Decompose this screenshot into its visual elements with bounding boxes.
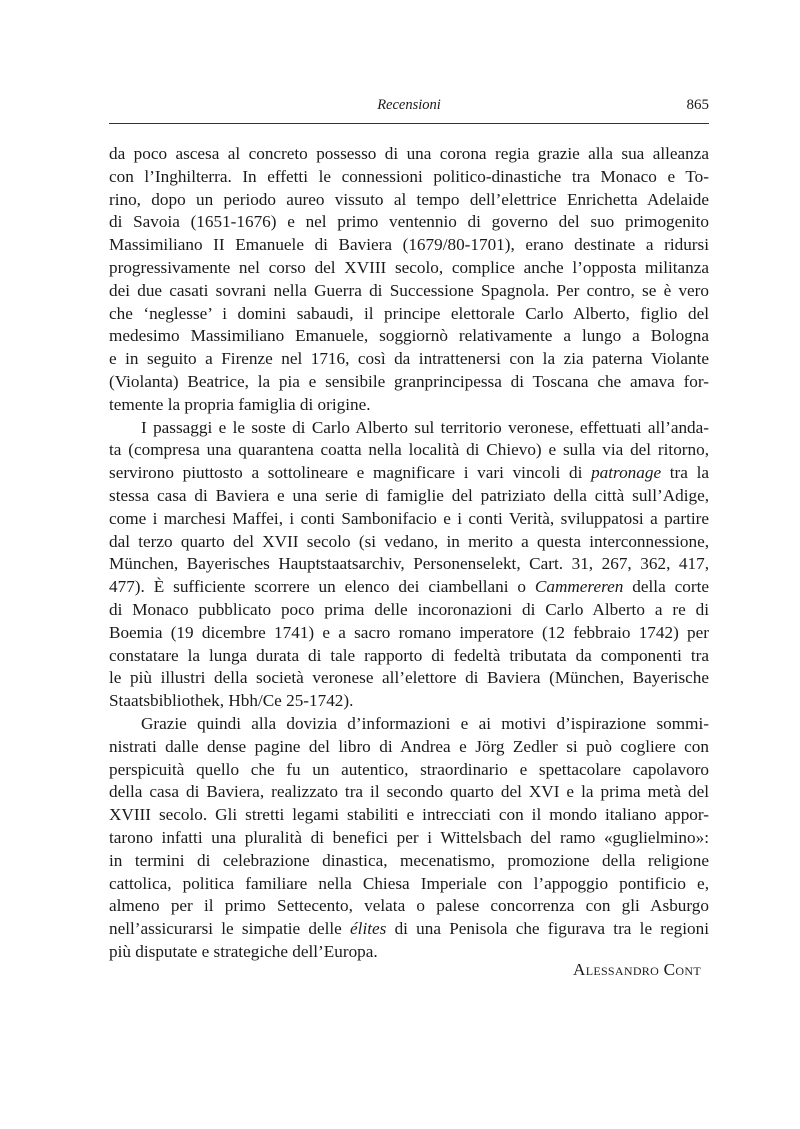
review-body: [109, 143, 709, 964]
text-line: che ‘neglesse’ i domini sabaudi, il principe elettorale Carlo Alberto, figlio del: [109, 303, 709, 323]
text-line: tarono infatti una pluralità di benefici per i Wittelsbach del ramo «guglielmino»:: [109, 827, 709, 847]
text-line: Grazie quindi alla dovizia d’informazioni e ai motivi d’ispirazione sommi-: [141, 713, 709, 733]
text-line: nistrati dalle dense pagine del libro di Andrea e Jörg Zedler si può cogliere con: [109, 736, 709, 756]
text-line: 477). È sufficiente scorrere un elenco dei ciambellani o Cammereren della corte: [109, 577, 709, 597]
text-line: temente la propria famiglia di origine.: [109, 394, 371, 414]
header-rule: [109, 123, 709, 124]
text-line: più disputate e strategiche dell’Europa.: [109, 941, 378, 961]
text-line: Massimiliano II Emanuele di Baviera (1679/80-1701), erano destinate a ridursi: [109, 235, 709, 255]
text-line: medesimo Massimiliano Emanuele, soggiornò relativamente a lungo a Bologna: [109, 326, 709, 346]
text-line: rino, dopo un periodo aureo vissuto al tempo dell’elettrice Enrichetta Adelaide: [109, 189, 709, 209]
text-line: ta (compresa una quarantena coatta nella località di Chievo) e sulla via del ritorno,: [109, 440, 709, 460]
text-line: stessa casa di Baviera e una serie di famiglie del patriziato della città sull’Adige,: [109, 485, 709, 505]
text-line: progressivamente nel corso del XVIII secolo, complice anche l’opposta militanza: [109, 257, 709, 277]
text-line: e in seguito a Firenze nel 1716, così da intrattenersi con la zia paterna Violante: [109, 349, 709, 369]
page-number: 865: [686, 97, 709, 113]
text-line: XVIII secolo. Gli stretti legami stabiliti e intrecciati con il mondo italiano appor-: [109, 805, 709, 825]
text-line: di Monaco pubblicato poco prima delle incoronazioni di Carlo Alberto a re di: [109, 599, 709, 619]
text-line: Boemia (19 dicembre 1741) e a sacro romano imperatore (12 febbraio 1742) per: [109, 622, 709, 642]
text-line: come i marchesi Maffei, i conti Sambonifacio e i conti Verità, sviluppatosi a partire: [109, 508, 709, 528]
text-line: I passaggi e le soste di Carlo Alberto sul territorio veronese, effettuati all’anda-: [141, 417, 709, 437]
text-line: München, Bayerisches Hauptstaatsarchiv, Personenselekt, Cart. 31, 267, 362, 417,: [109, 554, 709, 574]
text-line: da poco ascesa al concreto possesso di una corona regia grazie alla sua alleanza: [109, 144, 709, 163]
paragraph: [109, 143, 709, 417]
text-line: di Savoia (1651-1676) e nel primo ventennio di governo del suo primogenito: [109, 212, 709, 232]
text-line: Staatsbibliothek, Hbh/Ce 25-1742).: [109, 691, 354, 711]
text-line: perspicuità quello che fu un autentico, straordinario e spettacolare capolavoro: [109, 759, 709, 779]
text-line: nell’assicurarsi le simpatie delle élites di una Penisola che figurava tra le regioni: [109, 919, 709, 939]
journal-page: [109, 0, 709, 1129]
text-line: dei due casati sovrani nella Guerra di Successione Spagnola. Per contro, se è vero: [109, 280, 709, 300]
text-line: almeno per il primo Settecento, velata o palese concorrenza con gli Asburgo: [109, 896, 709, 916]
paragraph: [109, 713, 709, 964]
running-title: Recensioni: [377, 97, 441, 113]
text-line: cattolica, politica familiare nella Chiesa Imperiale con l’appoggio pontificio e,: [109, 873, 709, 893]
text-line: constatare la lunga durata di tale rapporto di fedeltà tributata da componenti tra: [109, 645, 709, 665]
text-line: servirono piuttosto a sottolineare e magnificare i vari vincoli di patronage tra la: [109, 463, 709, 483]
text-line: in termini di celebrazione dinastica, mecenatismo, promozione della religione: [109, 850, 709, 870]
paragraph: [109, 417, 709, 713]
running-header: [109, 97, 709, 119]
author-signature: Alessandro Cont: [572, 960, 701, 979]
text-line: della casa di Baviera, realizzato tra il secondo quarto del XVI e la prima metà del: [109, 782, 709, 802]
text-line: (Violanta) Beatrice, la pia e sensibile granprincipessa di Toscana che amava for-: [109, 371, 709, 391]
text-line: con l’Inghilterra. In effetti le connessioni politico-dinastiche tra Monaco e To-: [109, 166, 709, 186]
text-line: le più illustri della società veronese all’elettore di Baviera (München, Bayerische: [109, 668, 709, 688]
text-line: dal terzo quarto del XVII secolo (si vedano, in merito a questa interconnessione,: [109, 531, 709, 551]
